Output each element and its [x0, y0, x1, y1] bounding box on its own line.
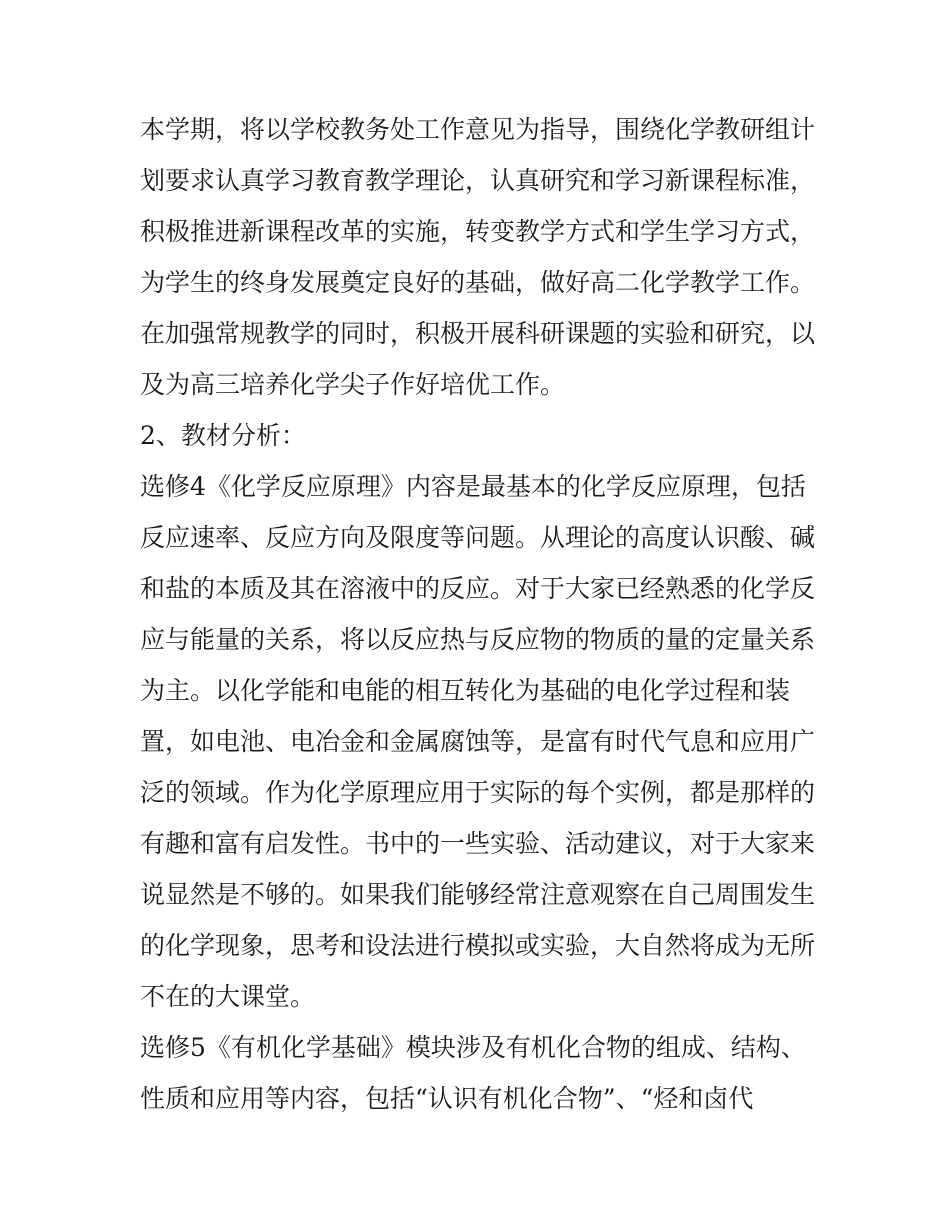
text-line: 性质和应用等内容，包括“认识有机化合物”、“烃和卤代	[140, 1084, 754, 1113]
text-line: 积极推进新课程改革的实施，转变教学方式和学生学习方式，	[140, 217, 816, 246]
text-line: 选修4《化学反应原理》内容是最基本的化学反应原理，包括	[140, 472, 806, 501]
text-line: 有趣和富有启发性。书中的一些实验、活动建议，对于大家来	[140, 829, 816, 858]
text-line: 选修5《有机化学基础》模块涉及有机化合物的组成、结构、	[140, 1033, 806, 1062]
text-line: 说显然是不够的。如果我们能够经常注意观察在自己周围发生	[140, 880, 816, 909]
text-line: 为学生的终身发展奠定良好的基础，做好高二化学教学工作。	[140, 268, 816, 297]
text-line: 为主。以化学能和电能的相互转化为基础的电化学过程和装	[140, 676, 791, 705]
text-line: 泛的领域。作为化学原理应用于实际的每个实例，都是那样的	[140, 778, 816, 807]
text-line: 在加强常规教学的同时，积极开展科研课题的实验和研究，以	[140, 319, 816, 348]
text-line: 和盐的本质及其在溶液中的反应。对于大家已经熟悉的化学反	[140, 574, 816, 603]
section-heading: 2、教材分析：	[140, 421, 306, 450]
text-line: 应与能量的关系，将以反应热与反应物的物质的量的定量关系	[140, 625, 816, 654]
text-line: 的化学现象，思考和设法进行模拟或实验，大自然将成为无所	[140, 931, 816, 960]
text-line: 置，如电池、电冶金和金属腐蚀等，是富有时代气息和应用广	[140, 727, 816, 756]
document-body	[140, 104, 820, 1124]
text-line: 不在的大课堂。	[140, 982, 316, 1011]
text-line: 及为高三培养化学尖子作好培优工作。	[140, 370, 566, 399]
text-line: 本学期，将以学校教务处工作意见为指导，围绕化学教研组计	[140, 115, 816, 144]
text-line: 划要求认真学习教育教学理论，认真研究和学习新课程标准，	[140, 166, 816, 195]
text-line: 反应速率、反应方向及限度等问题。从理论的高度认识酸、碱	[140, 523, 816, 552]
